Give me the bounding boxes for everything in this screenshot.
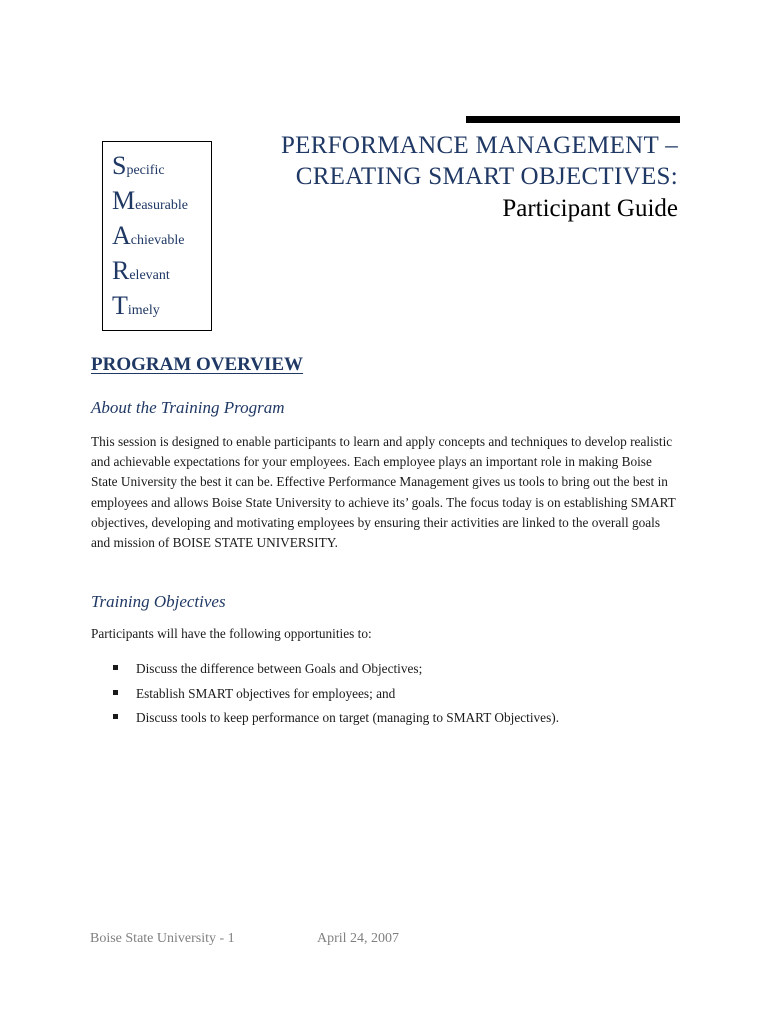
smart-word-rest: chievable (130, 233, 185, 248)
smart-letter: A (112, 221, 131, 250)
smart-item-timely (112, 288, 211, 323)
training-objectives-heading: Training Objectives (91, 592, 226, 611)
program-overview-heading: PROGRAM OVERVIEW (91, 354, 304, 375)
bullet-icon (113, 714, 118, 719)
smart-letter: M (112, 186, 136, 215)
document-title (218, 130, 678, 226)
document-subtitle: Participant Guide (502, 195, 678, 222)
smart-word-rest: elevant (129, 268, 170, 283)
list-item-text: Discuss the difference between Goals and Objectives; (136, 661, 423, 676)
footer-page-label: Boise State University - 1 (90, 931, 235, 946)
list-item (113, 706, 559, 731)
smart-word-rest: imely (127, 303, 160, 318)
smart-letter: S (112, 151, 127, 180)
title-line-1: PERFORMANCE MANAGEMENT – (280, 132, 678, 159)
smart-item-measurable (112, 183, 211, 218)
smart-acronym-box (102, 141, 212, 331)
smart-letter: T (112, 291, 128, 320)
smart-word-rest: pecific (126, 163, 165, 178)
smart-item-specific (112, 148, 211, 183)
about-training-heading: About the Training Program (91, 398, 285, 417)
smart-word-rest: easurable (135, 198, 188, 213)
list-item (113, 657, 559, 682)
bullet-icon (113, 665, 118, 670)
list-item (113, 682, 559, 707)
list-item-text: Establish SMART objectives for employees; and (136, 685, 396, 701)
smart-letter: R (112, 256, 130, 285)
objectives-intro: Participants will have the following opportunities to: (91, 626, 372, 641)
list-item-text: Discuss tools to keep performance on target (managing to SMART Objectives). (136, 710, 560, 725)
bullet-icon (113, 690, 118, 695)
title-divider-bar (466, 116, 680, 123)
smart-item-relevant (112, 253, 211, 288)
objectives-list (113, 657, 559, 731)
title-line-2: CREATING SMART OBJECTIVES: (295, 163, 678, 190)
smart-item-achievable (112, 218, 211, 253)
footer-date: April 24, 2007 (317, 931, 400, 946)
about-training-paragraph: This session is designed to enable participants to learn and apply concepts and techniques to develop realistic and achievable expectations for your employees. Each employee plays an important role in making Boise State University the best it can be. Effective Performance Management gives us tools to bring out the best in employees and allows Boise State University to achieve its’ goals. The focus today is on establishing SMART objectives, developing and motivating employees by ensuring their activities are linked to the overall goals and mission of BOISE STATE UNIVERSITY. (91, 434, 676, 551)
